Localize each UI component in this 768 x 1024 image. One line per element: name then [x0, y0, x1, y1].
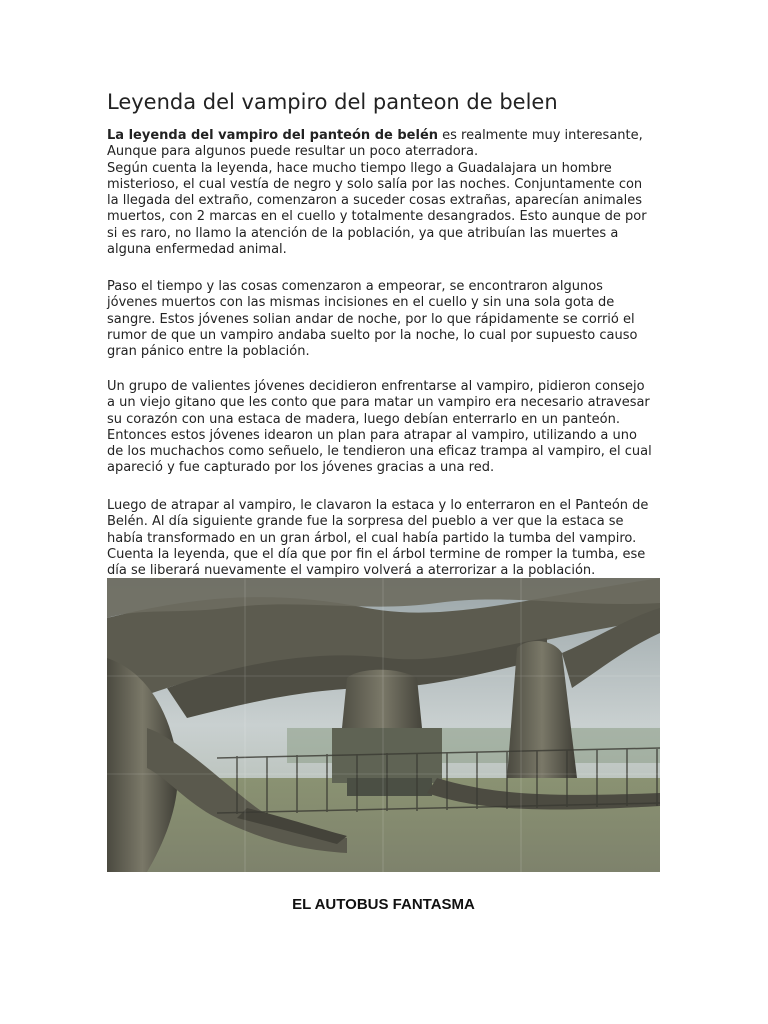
text-line: Paso el tiempo y las cosas comenzaron a empeorar, se encontraron algunos	[107, 279, 603, 294]
text-line: Entonces estos jóvenes idearon un plan para atrapar al vampiro, utilizando a uno	[107, 427, 637, 443]
text-line: la llegada del extraño, comenzaron a suceder cosas extrañas, aparecían animales	[107, 193, 643, 209]
paragraph-2	[107, 279, 667, 360]
paragraph-3	[107, 379, 667, 477]
text-line: de los muchachos como señuelo, le tendieron una eficaz trampa al vampiro, el cual	[107, 444, 652, 460]
text-line: misterioso, el cual vestía de negro y solo salía por las noches. Conjuntamente con	[107, 176, 643, 192]
document-title: Leyenda del vampiro del panteon de belen	[107, 90, 558, 114]
text-line: a un viejo gitano que les conto que para matar un vampiro era necesario atravesar	[107, 395, 650, 411]
text-line: muertos, con 2 marcas en el cuello y totalmente desangrados. Esto aunque de por	[107, 209, 647, 225]
text-line: Belén. Al día siguiente grande fue la sorpresa del pueblo a ver que la estaca se	[107, 514, 624, 530]
text-line: Según cuenta la leyenda, hace mucho tiempo llego a Guadalajara un hombre	[107, 160, 612, 176]
lead-bold-text: La leyenda del vampiro del panteón de belén	[107, 128, 439, 143]
text-line: rumor de que un vampiro andaba suelto por la noche, lo cual por supuesto causo	[107, 327, 638, 343]
text-line: apareció y fue capturado por los jóvenes gracias a una red.	[107, 460, 495, 476]
text-line: jóvenes muertos con las mismas incisiones en el cuello y sin una sola gota de	[107, 295, 615, 311]
text-line: Cuenta la leyenda, que el día que por fin el árbol termine de romper la tumba, ese	[107, 546, 646, 562]
text-line: su corazón con una estaca de madera, luego debían enterrarlo en un panteón.	[107, 411, 620, 427]
section-heading: EL AUTOBUS FANTASMA	[292, 896, 475, 913]
text-line: día se liberará nuevamente el vampiro volverá a aterrorizar a la población.	[107, 563, 596, 579]
paragraph-4	[107, 498, 667, 579]
text-line: había transformado en un gran árbol, el cual había partido la tumba del vampiro.	[107, 530, 637, 546]
tree-over-tomb-photo	[107, 578, 660, 872]
text-line: si es raro, no llamo la atención de la población, ya que atribuían las muertes a	[107, 225, 619, 241]
text-line: gran pánico entre la población.	[107, 344, 310, 360]
lead-rest-text: es realmente muy interesante,	[438, 128, 643, 143]
text-line: Un grupo de valientes jóvenes decidieron enfrentarse al vampiro, pidieron consejo	[107, 379, 645, 394]
text-line: Luego de atrapar al vampiro, le clavaron la estaca y lo enterraron en el Panteón de	[107, 498, 649, 513]
text-line: alguna enfermedad animal.	[107, 242, 287, 258]
paragraph-1-first-line	[107, 128, 667, 144]
paragraph-1	[107, 128, 667, 258]
text-line: sangre. Estos jóvenes solian andar de noche, por lo que rápidamente se corrió el	[107, 311, 635, 327]
text-line: Aunque para algunos puede resultar un poco aterradora.	[107, 144, 479, 160]
